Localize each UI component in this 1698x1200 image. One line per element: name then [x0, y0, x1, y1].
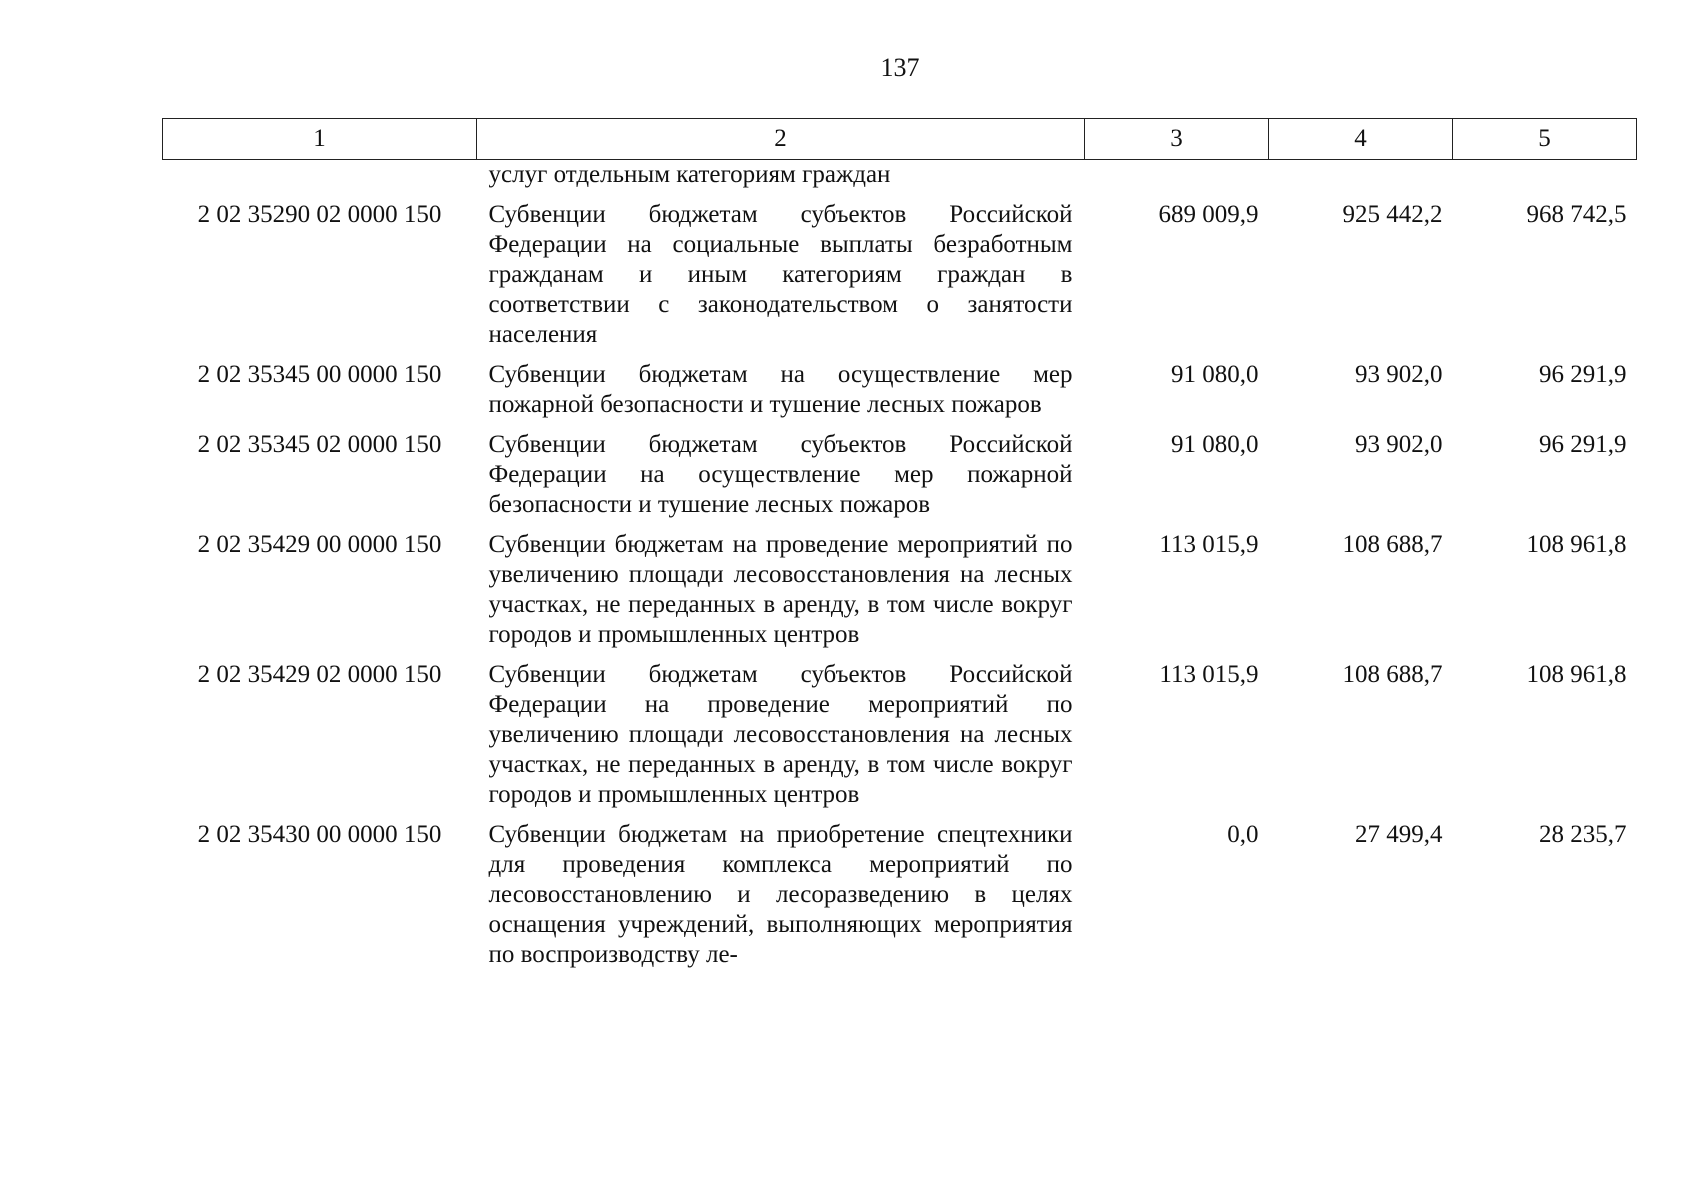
budget-code: 2 02 35290 02 0000 150 — [197, 201, 442, 228]
value-col-5: 28 235,7 — [1539, 821, 1627, 848]
value-col-5: 108 961,8 — [1526, 531, 1627, 558]
budget-code: 2 02 35430 00 0000 150 — [197, 821, 442, 848]
budget-code: 2 02 35345 00 0000 150 — [197, 361, 442, 388]
value-col-4: 925 442,2 — [1342, 201, 1443, 228]
value-col-4: 93 902,0 — [1355, 361, 1443, 388]
table-row — [163, 350, 1637, 420]
header-col-3: 3 — [1085, 119, 1269, 160]
continuation-code-cell — [163, 160, 477, 191]
continuation-row — [163, 160, 1637, 191]
table-row — [163, 810, 1637, 970]
budget-code: 2 02 35429 02 0000 150 — [197, 661, 442, 688]
value-col-3: 0,0 — [1227, 821, 1259, 848]
value-col-3: 113 015,9 — [1159, 531, 1259, 558]
value-col-3: 91 080,0 — [1171, 431, 1259, 458]
table-row — [163, 520, 1637, 650]
header-col-2: 2 — [477, 119, 1085, 160]
budget-item-name: Субвенции бюджетам на приобретение спецтехники для проведения комплекса мероприятий по лесовосстановлению и лесоразведению в целях оснащения учреждений, выполняющих мероприятия по воспроизводству ле- — [488, 821, 1073, 968]
value-col-3: 113 015,9 — [1159, 661, 1259, 688]
continuation-text: услуг отдельным категориям граждан — [488, 161, 891, 188]
value-col-5: 96 291,9 — [1539, 431, 1627, 458]
header-col-5: 5 — [1453, 119, 1637, 160]
budget-item-name: Субвенции бюджетам субъектов Российской Федерации на проведение мероприятий по увеличению площади лесовосстановления на лесных участках, не переданных в аренду, в том числе вокруг городов и промышленных центров — [488, 661, 1073, 808]
table-row — [163, 190, 1637, 350]
header-row — [163, 119, 1637, 160]
table-body — [163, 160, 1637, 971]
value-col-5: 96 291,9 — [1539, 361, 1627, 388]
header-col-1: 1 — [163, 119, 477, 160]
value-col-4: 108 688,7 — [1342, 531, 1443, 558]
budget-code: 2 02 35429 00 0000 150 — [197, 531, 442, 558]
value-col-4: 93 902,0 — [1355, 431, 1443, 458]
budget-table — [162, 118, 1637, 970]
budget-item-name: Субвенции бюджетам субъектов Российской Федерации на осуществление мер пожарной безопасности и тушение лесных пожаров — [488, 431, 1073, 518]
page-number: 137 — [880, 53, 920, 82]
value-col-5: 108 961,8 — [1526, 661, 1627, 688]
budget-item-name: Субвенции бюджетам на проведение мероприятий по увеличению площади лесовосстановления на лесных участках, не переданных в аренду, в том числе вокруг городов и промышленных центров — [488, 531, 1073, 648]
header-col-4: 4 — [1269, 119, 1453, 160]
value-col-4: 27 499,4 — [1355, 821, 1443, 848]
value-col-3: 91 080,0 — [1171, 361, 1259, 388]
budget-item-name: Субвенции бюджетам на осуществление мер пожарной безопасности и тушение лесных пожаров — [488, 361, 1073, 418]
value-col-5: 968 742,5 — [1526, 201, 1627, 228]
table-row — [163, 650, 1637, 810]
budget-item-name: Субвенции бюджетам субъектов Российской Федерации на социальные выплаты безработным гражданам и иным категориям граждан в соответствии с законодательством о занятости населения — [488, 201, 1073, 348]
table-header — [163, 119, 1637, 160]
value-col-3: 689 009,9 — [1158, 201, 1259, 228]
table-row — [163, 420, 1637, 520]
budget-code: 2 02 35345 02 0000 150 — [197, 431, 442, 458]
value-col-4: 108 688,7 — [1342, 661, 1443, 688]
